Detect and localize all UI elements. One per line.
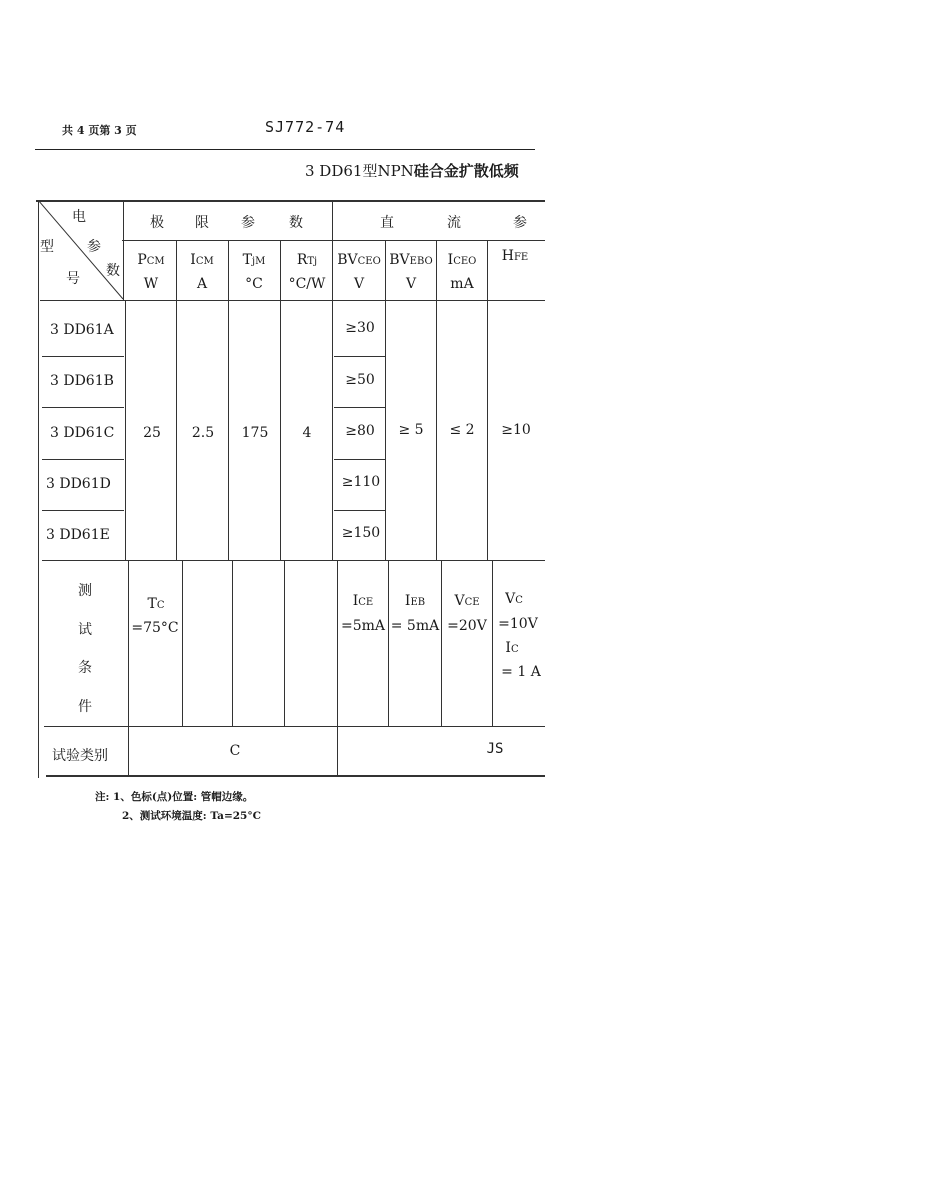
col-divider [280, 240, 281, 560]
test-cond-hfe-ic-value: = 1 A [501, 664, 541, 680]
test-cond-iceo-value: =20V [447, 618, 487, 634]
col-divider [176, 240, 177, 560]
corner-mid-left: 型 [40, 239, 54, 255]
test-label-char: 条 [78, 660, 92, 676]
test-cond-bvceo-value: =5mA [340, 618, 386, 634]
col-divider [125, 300, 126, 560]
note-1: 注: 1、色标(点)位置: 管帽边缘。 [95, 791, 254, 803]
param-symbol-bvceo: BVCEO [337, 252, 381, 268]
row-divider [42, 356, 124, 357]
value-bvceo: ≥150 [341, 525, 381, 541]
test-category-limit: C [229, 743, 241, 759]
row-divider [334, 510, 386, 511]
param-unit-tjm: °C [245, 276, 263, 292]
value-bvebo: ≥ 5 [398, 422, 424, 438]
value-icm: 2.5 [191, 425, 215, 441]
model-label: 3 DD61D [46, 476, 111, 492]
col-divider [182, 560, 183, 726]
param-symbol-rtj: RTj [296, 252, 318, 268]
corner-top: 电 [72, 209, 86, 225]
param-unit-bvebo: V [405, 276, 417, 292]
test-label-char: 件 [78, 699, 92, 715]
test-cond-iceo-symbol: VCE [454, 593, 480, 609]
test-cond-hfe-vc-symbol: VC [505, 591, 523, 607]
col-divider [128, 560, 129, 776]
test-cond-pcm-value: =75°C [131, 620, 179, 636]
param-symbol-iceo: ICEO [447, 252, 477, 268]
test-cond-hfe-ic-symbol: IC [505, 640, 519, 656]
model-label: 3 DD61B [50, 373, 114, 389]
test-label-char: 测 [78, 583, 92, 599]
title-bold: 硅合金扩散低频 [413, 162, 519, 180]
document-code: SJ772-74 [265, 118, 346, 136]
value-tjm: 175 [241, 425, 269, 441]
row-divider [334, 459, 386, 460]
param-unit-pcm: W [143, 276, 159, 292]
param-unit-rtj: °C/W [288, 276, 326, 292]
value-bvceo: ≥80 [345, 423, 375, 439]
group-dc-char: 参 [513, 215, 527, 231]
corner-mid-right: 参 [87, 239, 101, 255]
page-indicator: 共 4 页第 3 页 [62, 124, 137, 137]
group-limit-char: 数 [289, 215, 303, 231]
data-bottom-rule [42, 560, 545, 561]
group-dc-char: 流 [447, 215, 461, 231]
model-label: 3 DD61C [50, 425, 115, 441]
col-divider [228, 240, 229, 560]
param-symbol-tjm: TjM [242, 252, 266, 268]
value-bvceo: ≥110 [341, 474, 381, 490]
group-limit-char: 限 [195, 215, 209, 231]
col-divider [441, 560, 442, 726]
param-unit-bvceo: V [353, 276, 365, 292]
test-bottom-rule [44, 726, 545, 727]
title-prefix: 3 DD61型NPN [305, 162, 414, 180]
group-limit-char: 参 [241, 215, 255, 231]
header-bottom-rule [40, 300, 545, 301]
test-cond-bvceo-symbol: ICE [352, 593, 374, 609]
row-divider [334, 407, 386, 408]
value-bvceo: ≥50 [345, 372, 375, 388]
header-divider [122, 240, 545, 241]
test-cond-hfe-vc-value: =10V [498, 616, 538, 632]
row-divider [42, 407, 124, 408]
table-bottom-border [46, 775, 545, 777]
value-iceo: ≤ 2 [449, 422, 475, 438]
col-divider [487, 240, 488, 560]
value-bvceo: ≥30 [345, 320, 375, 336]
model-label: 3 DD61E [46, 527, 110, 543]
test-cond-bvebo-value: = 5mA [390, 618, 440, 634]
value-pcm: 25 [143, 425, 161, 441]
note-2: 2、测试环境温度: Ta=25°C [122, 810, 261, 822]
param-unit-icm: A [196, 276, 208, 292]
col-divider [284, 560, 285, 726]
group-dc-char: 直 [380, 215, 394, 231]
col-divider [232, 560, 233, 726]
param-symbol-pcm: PCM [137, 252, 165, 268]
param-symbol-hfe: HFE [501, 248, 529, 264]
param-symbol-icm: ICM [190, 252, 214, 268]
corner-bottom-right: 数 [106, 263, 120, 279]
header-rule [35, 149, 535, 150]
row-divider [42, 510, 124, 511]
corner-bottom-left: 号 [66, 271, 80, 287]
value-rtj: 4 [302, 425, 312, 441]
test-label-char: 试 [78, 622, 92, 638]
value-hfe: ≥10 [501, 422, 531, 438]
param-symbol-bvebo: BVEBO [389, 252, 433, 268]
row-divider [334, 356, 386, 357]
test-category-label: 试验类别 [52, 748, 108, 764]
test-cond-pcm-symbol: TC [147, 596, 165, 612]
model-label: 3 DD61A [50, 322, 114, 338]
group-limit-char: 极 [150, 215, 164, 231]
param-unit-iceo: mA [450, 276, 474, 292]
col-divider [388, 560, 389, 726]
row-divider [42, 459, 124, 460]
test-cond-bvebo-symbol: IEB [404, 593, 426, 609]
table-title [305, 160, 519, 181]
test-category-dc: JS [486, 741, 504, 757]
